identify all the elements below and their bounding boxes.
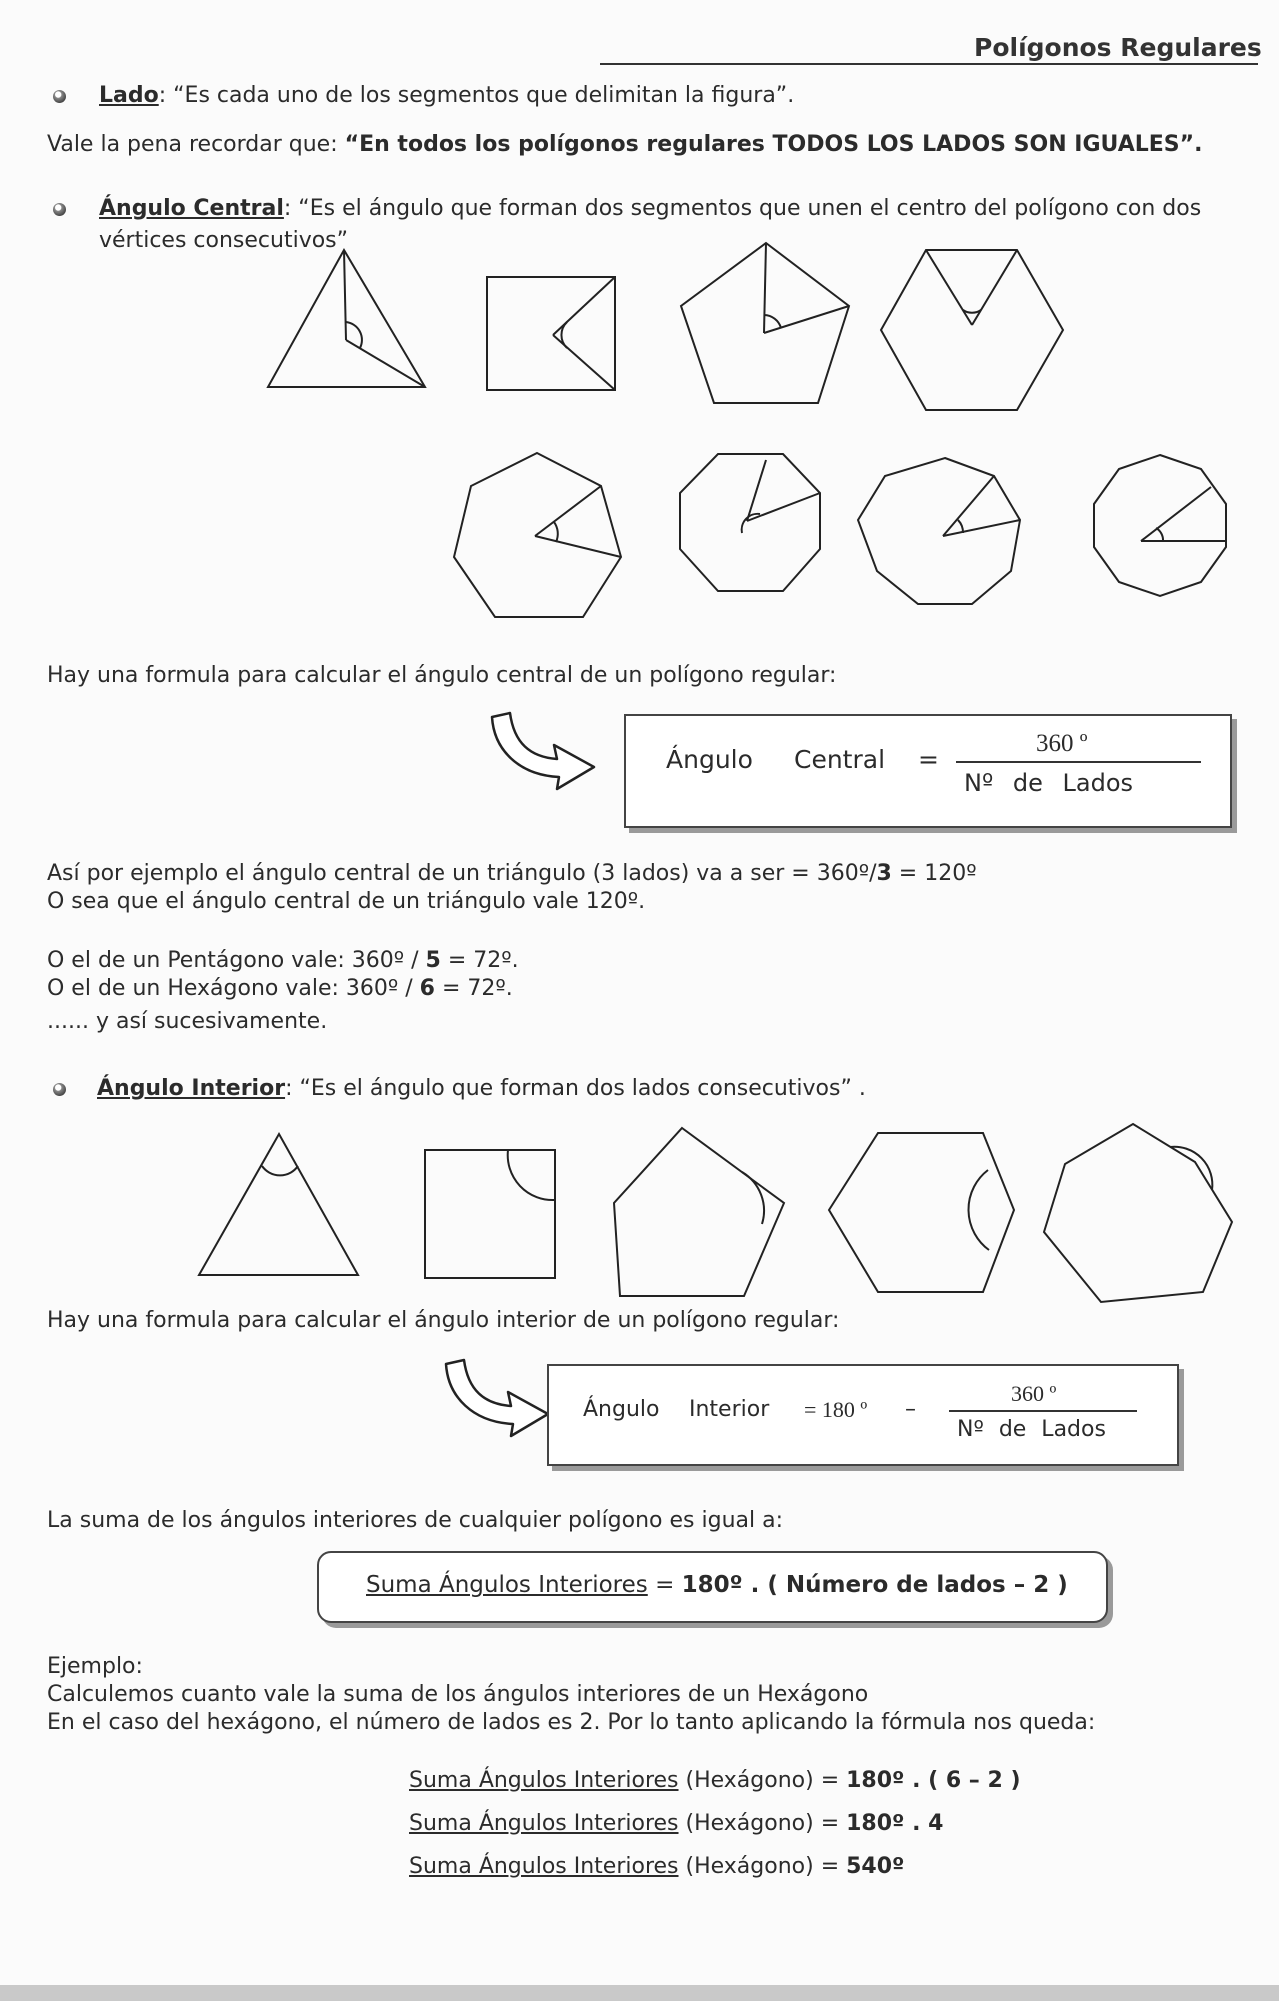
ejemplo-step xyxy=(409,1853,904,1881)
example-text: O el de un Pentágono vale: 360º / xyxy=(47,948,426,973)
step-value: 540º xyxy=(846,1854,905,1879)
step-mid: (Hexágono) = xyxy=(678,1768,847,1793)
formula-equals-180: = 180 º xyxy=(804,1397,868,1422)
step-mid: (Hexágono) = xyxy=(678,1854,847,1879)
suma-formula-eq: = xyxy=(647,1572,682,1598)
suma-intro: La suma de los ángulos interiores de cualquier polígono es igual a: xyxy=(47,1508,783,1533)
example-text: Así por ejemplo el ángulo central de un triángulo (3 lados) va a ser = 360º/ xyxy=(47,861,877,886)
step-label: Suma Ángulos Interiores xyxy=(409,1854,679,1879)
interior-angle-triangle-figure xyxy=(199,1134,358,1275)
suma-formula-value: 180º . ( Número de lados – 2 ) xyxy=(681,1572,1068,1598)
step-label: Suma Ángulos Interiores xyxy=(409,1811,679,1836)
lado-note-bold: “En todos los polígonos regulares TODOS LOS LADOS SON IGUALES”. xyxy=(344,132,1203,157)
lado-definition-text: : “Es cada uno de los segmentos que delimitan la figura”. xyxy=(158,83,795,108)
formula-equals: = xyxy=(918,745,939,774)
suma-formula xyxy=(366,1571,1068,1599)
formula-numerator: 360 º xyxy=(1011,1381,1057,1406)
interior-formula-intro: Hay una formula para calcular el ángulo interior de un polígono regular: xyxy=(47,1308,840,1333)
example-text: O el de un Hexágono vale: 360º / xyxy=(47,976,420,1001)
angulo-central-definition-line2: vértices consecutivos” xyxy=(99,228,349,253)
suma-formula-box xyxy=(317,1551,1108,1623)
angulo-interior-definition-text: : “Es el ángulo que forman dos lados consecutivos” . xyxy=(285,1076,866,1101)
example-bold: 3 xyxy=(876,861,892,886)
example-text: O sea que el ángulo central de un triángulo vale 120º. xyxy=(47,889,646,914)
page-title: Polígonos Regulares xyxy=(974,33,1262,62)
interior-angle-hexagon-figure xyxy=(829,1133,1014,1292)
ejemplo-title: Ejemplo: xyxy=(47,1654,143,1679)
example-tail: = 72º. xyxy=(434,976,513,1001)
formula-numerator: 360 º xyxy=(1036,730,1088,757)
fraction-line xyxy=(949,1410,1137,1412)
step-mid: (Hexágono) = xyxy=(678,1811,847,1836)
example-bold: 6 xyxy=(419,976,435,1001)
formula-denominator: Nº de Lados xyxy=(957,1417,1106,1442)
interior-angle-heptagon-figure xyxy=(1044,1124,1232,1302)
scan-edge xyxy=(0,1985,1279,2001)
step-label: Suma Ángulos Interiores xyxy=(409,1768,679,1793)
angulo-central-term: Ángulo Central xyxy=(99,196,284,221)
formula-left-word2: Central xyxy=(794,745,886,774)
formula-left-word1: Ángulo xyxy=(666,745,753,774)
formula-minus: – xyxy=(905,1397,916,1422)
lado-term: Lado xyxy=(99,83,159,108)
formula-left-word1: Ángulo xyxy=(583,1397,660,1422)
interior-angle-square-figure xyxy=(425,1150,555,1278)
example-bold: 5 xyxy=(425,948,441,973)
ejemplo-step xyxy=(409,1810,943,1838)
central-formula-intro: Hay una formula para calcular el ángulo central de un polígono regular: xyxy=(47,663,837,688)
example-tail: = 72º. xyxy=(440,948,519,973)
ejemplo-step xyxy=(409,1767,1021,1795)
angulo-central-definition-text: : “Es el ángulo que forman dos segmentos que unen el centro del polígono con dos xyxy=(283,196,1202,221)
ejemplo-line1: Calculemos cuanto vale la suma de los ángulos interiores de un Hexágono xyxy=(47,1682,869,1707)
example-text: ...... y así sucesivamente. xyxy=(47,1009,328,1034)
step-value: 180º . 4 xyxy=(846,1811,944,1836)
angulo-interior-term: Ángulo Interior xyxy=(97,1076,286,1101)
formula-denominator: Nº de Lados xyxy=(964,769,1134,797)
step-value: 180º . ( 6 – 2 ) xyxy=(846,1768,1021,1793)
lado-note-prefix: Vale la pena recordar que: xyxy=(47,132,345,157)
interior-angle-pentagon-figure xyxy=(614,1128,784,1296)
curved-arrow-icon xyxy=(438,1352,558,1452)
ejemplo-line2: En el caso del hexágono, el número de lados es 2. Por lo tanto aplicando la fórmula nos queda: xyxy=(47,1710,1096,1735)
example-tail: = 120º xyxy=(891,861,977,886)
interior-angle-formula-box xyxy=(547,1364,1179,1466)
suma-formula-label: Suma Ángulos Interiores xyxy=(366,1572,648,1598)
formula-left-word2: Interior xyxy=(689,1397,770,1422)
